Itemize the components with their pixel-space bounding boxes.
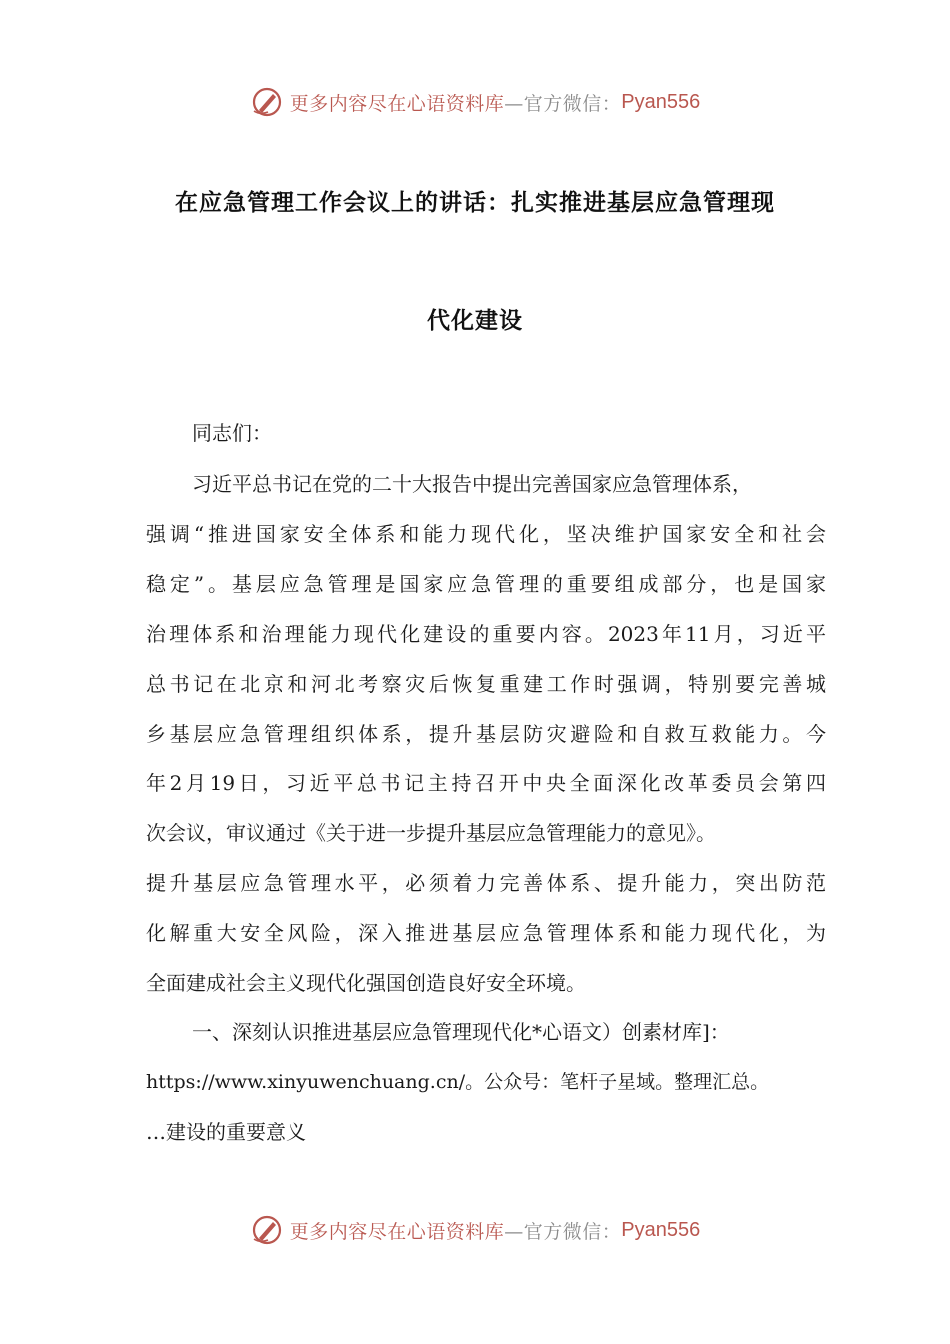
pen-circle-logo-icon <box>250 1213 284 1247</box>
watermark-main-text: 更多内容尽在心语资料库 <box>289 1220 505 1243</box>
paragraph-line: 化解重大安全风险，深入推进基层应急管理体系和能力现代化，为 <box>146 921 826 945</box>
paragraph-line: 强调“推进国家安全体系和能力现代化，坚决维护国家安全和社会 <box>146 522 826 546</box>
watermark-id-text: Pyan556 <box>621 90 701 113</box>
paragraph-line: 乡基层应急管理组织体系，提升基层防灾避险和自救互救能力。今 <box>146 722 826 746</box>
watermark-main-text: 更多内容尽在心语资料库 <box>289 92 505 115</box>
section-heading-line: …建设的重要意义 <box>146 1120 306 1144</box>
header-watermark <box>0 82 950 122</box>
paragraph-line: 稳定”。基层应急管理是国家应急管理的重要组成部分，也是国家 <box>146 572 826 596</box>
paragraph-line: 年2月19日，习近平总书记主持召开中央全面深化改革委员会第四 <box>146 771 826 795</box>
pen-circle-logo-icon <box>250 85 284 119</box>
document-title-line-2: 代化建设 <box>427 308 523 334</box>
section-heading-line: 一、深刻认识推进基层应急管理现代化*心语文）创素材库]： <box>192 1020 730 1044</box>
greeting: 同志们： <box>192 421 272 445</box>
watermark-sub-text: —官方微信： <box>504 92 622 115</box>
paragraph-line: 总书记在北京和河北考察灾后恢复重建工作时强调，特别要完善城 <box>146 672 826 696</box>
paragraph-line: 全面建成社会主义现代化强国创造良好安全环境。 <box>146 971 586 995</box>
document-title-line-1: 在应急管理工作会议上的讲话：扎实推进基层应急管理现 <box>175 190 775 216</box>
section-heading-line: https://www.xinyuwenchuang.cn/。公众号：笔杆子星域。整理汇总。 <box>146 1071 770 1093</box>
paragraph-line: 习近平总书记在党的二十大报告中提出完善国家应急管理体系， <box>192 472 752 496</box>
paragraph-line: 提升基层应急管理水平，必须着力完善体系、提升能力，突出防范 <box>146 871 826 895</box>
paragraph-line: 次会议，审议通过《关于进一步提升基层应急管理能力的意见》。 <box>146 821 716 845</box>
paragraph-line: 治理体系和治理能力现代化建设的重要内容。2023年11月，习近平 <box>146 622 826 646</box>
watermark-id-text: Pyan556 <box>621 1218 701 1241</box>
footer-watermark <box>0 1210 950 1250</box>
watermark-sub-text: —官方微信： <box>504 1220 622 1243</box>
